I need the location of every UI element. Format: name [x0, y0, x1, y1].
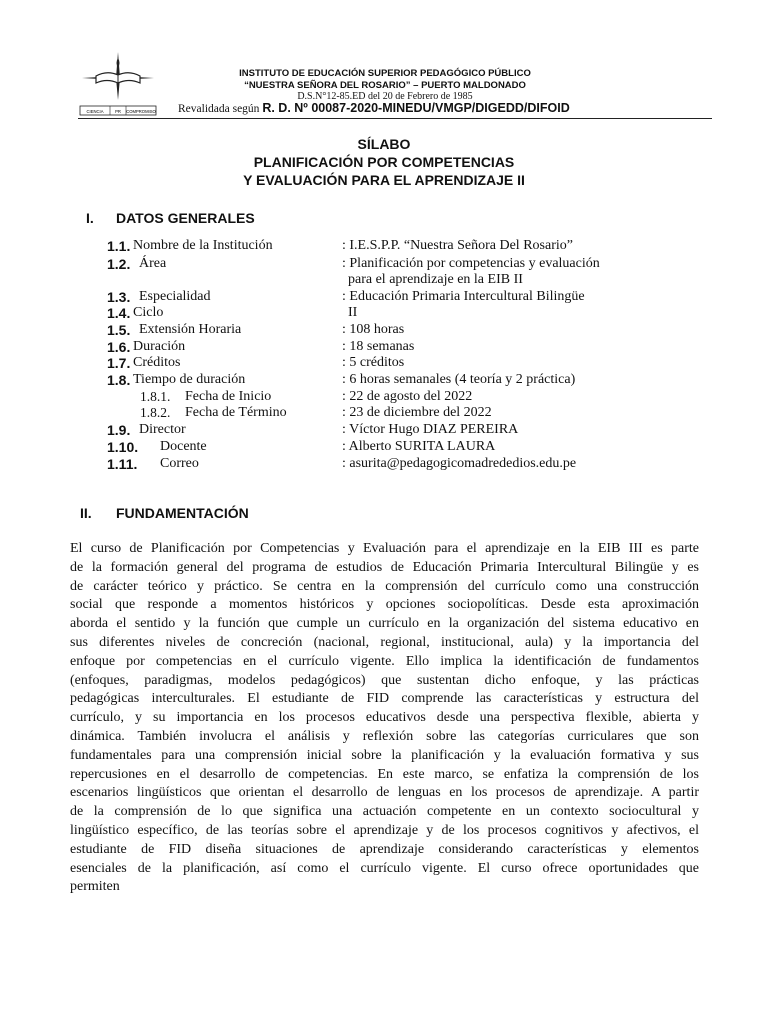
item-label: Docente [160, 439, 207, 454]
item-value: : Víctor Hugo DIAZ PEREIRA [342, 422, 519, 437]
paragraph-line: fundamentales para una comprensión inicial sobre la planificación y la evaluación formativa y sus [70, 747, 699, 763]
item-number: 1.5. [107, 322, 131, 338]
course-title-line-2: Y EVALUACIÓN PARA EL APRENDIZAJE II [243, 172, 525, 188]
paragraph-line: aborda el sentido y la función que cumple un currículo en la organización del sistema educativo en [70, 616, 699, 632]
section-1-heading: DATOS GENERALES [116, 210, 255, 226]
item-value: : 5 créditos [342, 355, 405, 370]
revalidation-resolution: R. D. Nº 00087-2020-MINEDU/VMGP/DIGEDD/DIFOID [262, 101, 570, 115]
paragraph-line: estudiante de FID diseña situaciones de aprendizaje considerando características y elementos [70, 841, 699, 857]
datos-row-1-10 [0, 439, 768, 456]
item-label: Especialidad [139, 289, 211, 304]
item-label: Fecha de Término [185, 405, 287, 420]
item-label: Ciclo [133, 305, 164, 320]
paragraph-line: enfoque por competencias en el currículo vigente. Ello implica la identificación de fundamentos [70, 653, 699, 669]
paragraph-line: currículo, y su importancia en los procesos educativos desde una perspectiva flexible, abierta y [70, 710, 699, 726]
item-value: : 108 horas [342, 322, 405, 337]
datos-row-1-8-2 [0, 405, 768, 422]
item-number: 1.7. [107, 355, 131, 371]
item-value: : asurita@pedagogicomadrededios.edu.pe [342, 456, 577, 471]
datos-row-1-2-cont [0, 272, 768, 289]
datos-row-1-9 [0, 422, 768, 439]
datos-row-1-2 [0, 256, 768, 273]
item-label: Créditos [133, 355, 181, 370]
datos-row-1-4 [0, 305, 768, 322]
paragraph-line: de carácter teórico y práctico. Se centra en la comprensión del currículo como una construcción [70, 578, 699, 594]
item-number: 1.2. [107, 256, 131, 272]
item-value-continued: para el aprendizaje en la EIB II [348, 272, 523, 287]
paragraph-line: repercusiones en el desarrollo de competencias. En este marco, se enfatiza la comprensión de los [70, 766, 699, 782]
header-revalidation-line [178, 101, 570, 115]
datos-row-1-7 [0, 355, 768, 372]
datos-row-1-1 [0, 238, 768, 255]
datos-row-1-8-1 [0, 389, 768, 406]
datos-row-1-11 [0, 456, 768, 473]
logo-text-right: COMPROMISO [126, 109, 156, 114]
item-value: : Educación Primaria Intercultural Bilingüe [342, 289, 585, 304]
paragraph-line: dinámica. También involucra el análisis y reflexión sobre las categorías curriculares que son [70, 728, 699, 744]
logo-text-center: PR [115, 109, 121, 114]
item-value: : 23 de diciembre del 2022 [342, 405, 492, 420]
fundamentacion-paragraph [70, 540, 699, 897]
logo-text-left: CIENCIA [86, 109, 104, 114]
item-number: 1.9. [107, 422, 131, 438]
item-value: : Alberto SURITA LAURA [342, 439, 496, 454]
item-label: Duración [133, 339, 186, 354]
datos-row-1-8 [0, 372, 768, 389]
item-value: : 22 de agosto del 2022 [342, 389, 473, 404]
item-label: Correo [160, 456, 199, 471]
item-value: II [348, 305, 358, 320]
item-label: Tiempo de duración [133, 372, 246, 387]
item-label: Nombre de la Institución [133, 238, 273, 253]
item-value: : 6 horas semanales (4 teoría y 2 práctica) [342, 372, 576, 387]
section-2-number: II. [80, 505, 92, 521]
paragraph-line: esenciales de la planificación, así como el currículo vigente. El curso ofrece oportunidades que [70, 860, 699, 876]
paragraph-line: sus diferentes niveles de concreción (nacional, regional, institucional, aula) y la importancia del [70, 634, 699, 650]
item-value: : 18 semanas [342, 339, 415, 354]
item-label: Fecha de Inicio [185, 389, 272, 404]
datos-row-1-3 [0, 289, 768, 306]
item-label: Director [139, 422, 186, 437]
header-institution-line: INSTITUTO DE EDUCACIÓN SUPERIOR PEDAGÓGICO PÚBLICO [239, 68, 531, 79]
paragraph-line: El curso de Planificación por Competencias y Evaluación para el aprendizaje en la EIB III es parte [70, 541, 699, 556]
item-number: 1.8. [107, 372, 131, 388]
paragraph-line: permiten [70, 879, 120, 895]
section-1-number: I. [86, 210, 94, 226]
paragraph-line: pedagógicas interculturales. El estudiante de FID comprende las características y estructura del [70, 691, 699, 707]
item-number: 1.11. [107, 456, 138, 472]
revalidation-prefix: Revalidada según [178, 103, 263, 115]
header-name-line: “NUESTRA SEÑORA DEL ROSARIO” – PUERTO MALDONADO [244, 80, 526, 91]
datos-row-1-6 [0, 339, 768, 356]
item-number: 1.8.2. [140, 405, 171, 420]
datos-row-1-5 [0, 322, 768, 339]
item-number: 1.4. [107, 305, 131, 321]
section-2-heading: FUNDAMENTACIÓN [116, 505, 249, 521]
paragraph-line: de la comprensión de lo que significa una actuación competente en un contexto sociocultural y [70, 804, 699, 820]
course-title-line-1: PLANIFICACIÓN POR COMPETENCIAS [253, 154, 515, 170]
item-label: Área [139, 256, 167, 271]
header-decree-line: D.S.N°12-85.ED del 20 de Febrero de 1985 [297, 91, 473, 102]
item-label: Extensión Horaria [139, 322, 242, 337]
item-number: 1.10. [107, 439, 139, 455]
item-number: 1.1. [107, 238, 131, 254]
item-number: 1.6. [107, 339, 131, 355]
paragraph-line: lingüístico específico, de las teorías sobre el aprendizaje y de los procesos cognitivos y afectivos, el [70, 822, 699, 838]
item-number: 1.8.1. [140, 389, 171, 404]
paragraph-line: (enfoques, paradigmas, modelos pedagógicos) que sustentan dicho enfoque, y las prácticas [70, 672, 699, 688]
institution-emblem-icon [78, 50, 158, 118]
item-value: : I.E.S.P.P. “Nuestra Señora Del Rosario” [342, 238, 573, 253]
paragraph-line: de la formación general del programa de estudios de Educación Primaria Intercultural Bilingüe y es [70, 559, 699, 575]
paragraph-line: escenarios lingüísticos que orientan el desarrollo de lenguas en los procesos de aprendizaje. A partir [70, 785, 699, 801]
header-divider [78, 118, 712, 119]
item-value: : Planificación por competencias y evaluación [342, 256, 600, 271]
document-title: SÍLABO [357, 136, 411, 152]
paragraph-line: social que responde a momentos históricos y opciones sociopolíticas. Desde esta aproximación [70, 597, 699, 613]
item-number: 1.3. [107, 289, 131, 305]
